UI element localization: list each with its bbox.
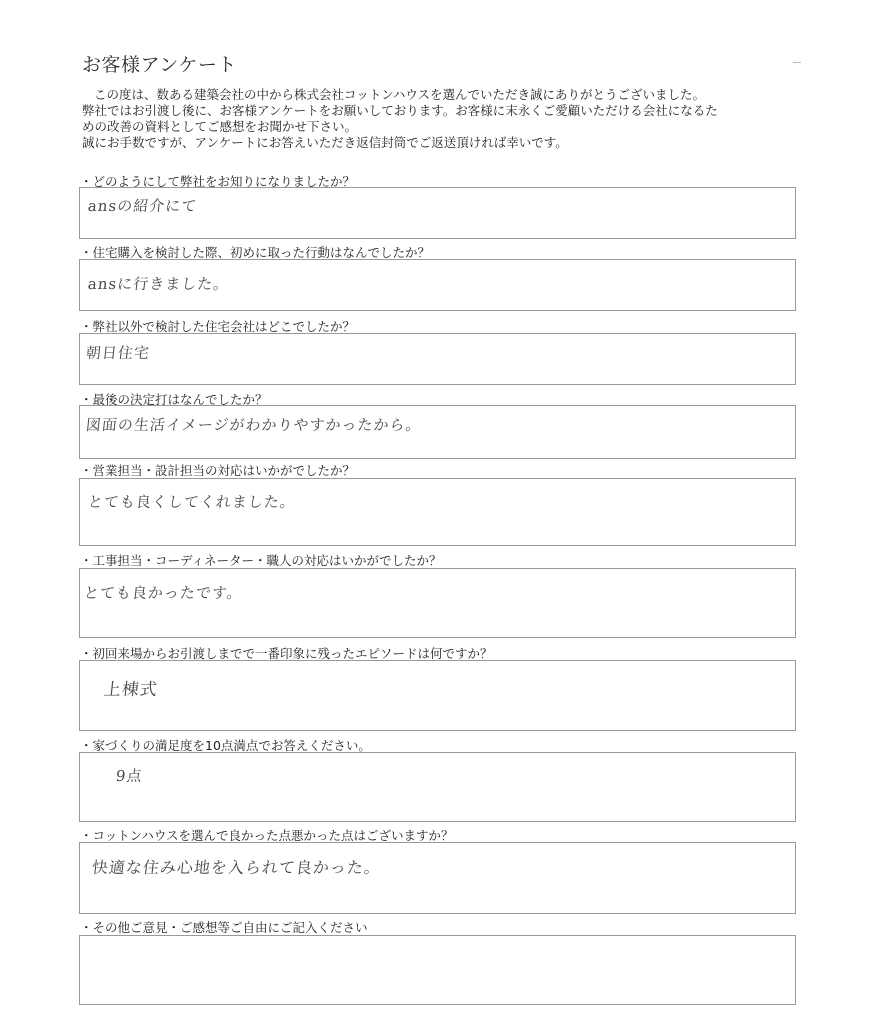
scan-mark (793, 62, 801, 63)
answer-box (79, 259, 796, 311)
answer-box (79, 842, 796, 914)
answer-text: 快適な住み心地を入られて良かった。 (90, 858, 382, 877)
question-label: ・最後の決定打はなんでしたか？ (80, 392, 268, 407)
question-label: ・弊社以外で検討した住宅会社はどこでしたか？ (80, 319, 356, 334)
question-label: ・どのようにして弊社をお知りになりましたか？ (80, 174, 356, 189)
answer-box (79, 935, 796, 1005)
question-label: ・コットンハウスを選んで良かった点悪かった点はございますか？ (80, 828, 454, 843)
intro-line: めの改善の資料としてご感想をお聞かせ下さい。 (82, 119, 358, 134)
answer-box (79, 568, 796, 638)
answer-box (79, 660, 796, 731)
answer-box (79, 752, 796, 822)
intro-line: この度は、数ある建築会社の中から株式会社コットンハウスを選んでいただき誠にありがとうございました。 (94, 87, 706, 102)
answer-box (79, 333, 796, 385)
intro-text (82, 87, 812, 151)
answer-text: とても良かったです。 (83, 584, 244, 602)
question-label: ・営業担当・設計担当の対応はいかがでしたか？ (80, 463, 356, 478)
question-label: ・家づくりの満足度を10点満点でお答えください。 (80, 738, 371, 753)
question-label: ・その他ご意見・ご感想等ご自由にご記入ください (80, 920, 368, 935)
answer-text: 朝日住宅 (85, 344, 151, 362)
answer-text: 図面の生活イメージがわかりやすかったから。 (85, 416, 423, 434)
answer-text: 上棟式 (102, 680, 159, 700)
answer-text: とても良くしてくれました。 (87, 493, 297, 511)
intro-line: 誠にお手数ですが、アンケートにお答えいただき返信封筒でご返送頂ければ幸いです。 (82, 135, 568, 150)
answer-box (79, 478, 796, 546)
question-label: ・工事担当・コーディネーター・職人の対応はいかがでしたか？ (80, 553, 442, 568)
question-label: ・初回来場からお引渡しまでで一番印象に残ったエピソードは何ですか？ (80, 646, 493, 661)
answer-box (79, 405, 796, 459)
answer-box (79, 187, 796, 239)
question-label: ・住宅購入を検討した際、初めに取った行動はなんでしたか？ (80, 245, 431, 260)
answer-text: ansの紹介にて (87, 197, 199, 215)
intro-line: 弊社ではお引渡し後に、お客様アンケートをお願いしております。お客様に末永くご愛顧いただける会社になるた (82, 103, 718, 118)
answer-text: ansに行きました。 (87, 275, 231, 293)
answer-text: 9点 (115, 767, 144, 785)
page-title: お客様アンケート (82, 54, 237, 76)
